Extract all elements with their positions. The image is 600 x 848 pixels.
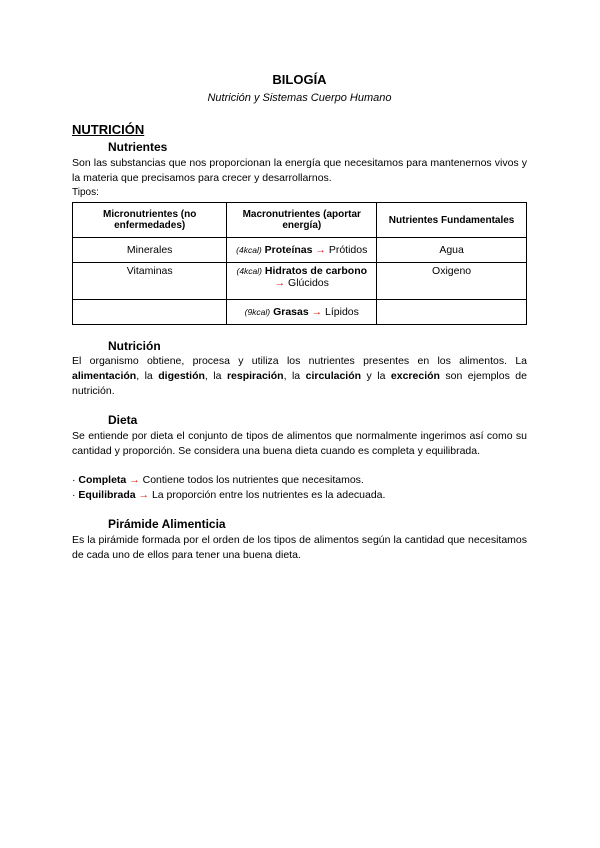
bold-term: Completa [78, 474, 127, 486]
text-span: y la [361, 370, 391, 382]
bullet: · [72, 489, 76, 501]
piramide-paragraph: Es la pirámide formada por el orden de los tipos de alimentos según la cantidad que necesitamos de cada uno de ellos para tener una buena dieta. [72, 534, 527, 561]
heading-piramide: Pirámide Alimenticia [108, 517, 226, 531]
table-row [73, 300, 527, 325]
arrow-icon: → [315, 244, 326, 256]
macronutrient-result: Lípidos [325, 306, 359, 318]
table-row [73, 238, 527, 263]
table-row [73, 263, 527, 300]
bold-term: alimentación [72, 370, 137, 382]
text-span: El organismo obtiene, procesa y utiliza los nutrientes presentes en los alimentos. La [72, 355, 527, 367]
kcal-label: (4kcal) [236, 245, 262, 255]
heading-nutricion: Nutrición [108, 339, 161, 353]
table-cell [227, 263, 377, 300]
table-cell [73, 300, 227, 325]
table-cell: Minerales [73, 238, 227, 263]
list-item-text: Contiene todos los nutrientes que necesitamos. [142, 474, 364, 486]
table-cell [377, 300, 527, 325]
kcal-label: (4kcal) [236, 266, 262, 276]
kcal-label: (9kcal) [244, 307, 271, 317]
list-item [72, 473, 364, 488]
table-header: Nutrientes Fundamentales [377, 203, 527, 238]
table-cell [227, 238, 377, 263]
arrow-icon: → [274, 277, 286, 289]
heading-nutrientes: Nutrientes [108, 140, 168, 154]
table-header: Macronutrientes (aportar energía) [227, 203, 377, 238]
text-span: , la [283, 370, 306, 382]
bold-term: circulación [305, 370, 362, 382]
nutrientes-paragraph: Son las substancias que nos proporcionan la energía que necesitamos para mantenernos vivos y la materia que precisamos para crecer y desarrollarnos. [72, 157, 527, 184]
macronutrient-result: Prótidos [328, 244, 368, 256]
table-cell: Agua [377, 238, 527, 263]
nutrients-table [72, 202, 527, 325]
heading-dieta: Dieta [108, 413, 138, 427]
table-cell [227, 300, 377, 325]
macronutrient-result: Glúcidos [288, 277, 329, 289]
table-cell: Vitaminas [73, 263, 227, 300]
macronutrient-name: Hidratos de carbono [264, 265, 368, 277]
table-cell: Oxigeno [377, 263, 527, 300]
macronutrient-name: Grasas [273, 306, 309, 318]
bullet: · [72, 474, 76, 486]
bold-term: Equilibrada [78, 489, 136, 501]
arrow-icon: → [129, 474, 140, 486]
document-title: BILOGÍA [272, 72, 327, 87]
text-span: son ejemplos de nutrición. [72, 370, 527, 397]
tipos-label: Tipos: [72, 187, 99, 198]
bold-term: digestión [158, 370, 205, 382]
arrow-icon: → [311, 306, 323, 318]
arrow-icon: → [138, 489, 150, 501]
table-header-row [73, 203, 527, 238]
text-span: , la [136, 370, 159, 382]
bold-term: excreción [390, 370, 440, 382]
text-span: , la [204, 370, 227, 382]
list-item [72, 488, 385, 503]
document-subtitle: Nutrición y Sistemas Cuerpo Humano [207, 92, 392, 104]
section-title: NUTRICIÓN [72, 122, 145, 137]
table-header: Micronutrientes (no enfermedades) [73, 203, 227, 238]
list-item-text: La proporción entre los nutrientes es la adecuada. [151, 489, 386, 501]
bold-term: respiración [226, 370, 284, 382]
nutricion-paragraph [72, 354, 527, 399]
macronutrient-name: Proteínas [264, 244, 313, 256]
dieta-paragraph: Se entiende por dieta el conjunto de tipos de alimentos que normalmente ingerimos así como su cantidad y proporción. Se considera una buena dieta cuando es completa y equilibrada. [72, 430, 527, 457]
